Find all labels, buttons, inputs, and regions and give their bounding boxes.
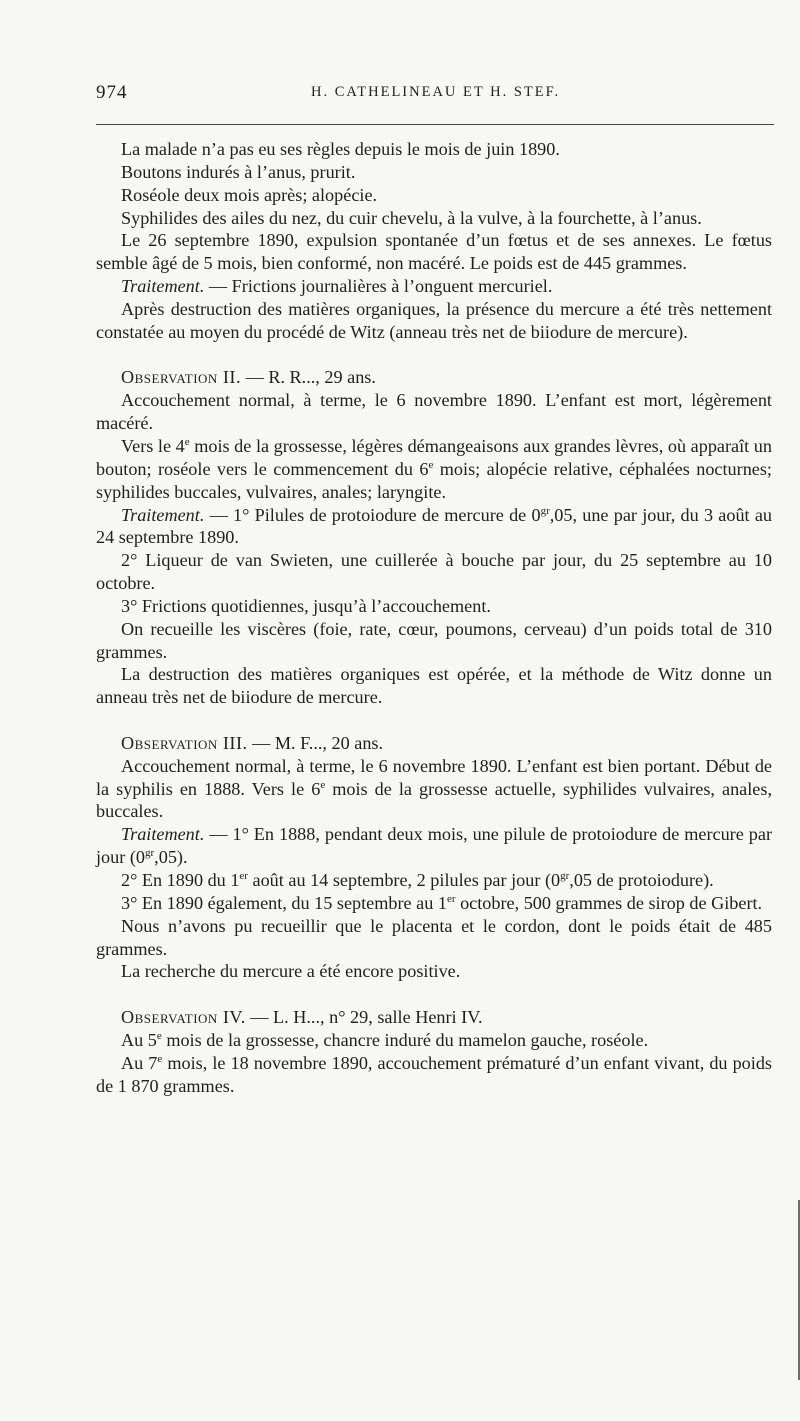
paragraph <box>96 504 772 550</box>
paragraph <box>96 435 772 504</box>
paragraph <box>96 275 772 298</box>
paragraph <box>96 823 772 869</box>
paragraph-text: — 1° En 1888, pendant deux mois, une pilule de protoiodure de mercure par jour (0 <box>96 824 772 868</box>
superscript: er <box>446 892 456 905</box>
paragraph: Boutons indurés à l’anus, prurit. <box>121 161 356 182</box>
running-head: H. CATHELINEAU ET H. STEF. <box>311 84 561 100</box>
superscript: gr <box>560 870 570 882</box>
paragraph: La malade n’a pas eu ses règles depuis le mois de juin 1890. <box>121 139 560 159</box>
paragraph: Le 26 septembre 1890, expulsion spontanée d’un fœtus et de ses annexes. Le fœtus semble âgé de 5 mois, bien conformé, non macéré. Le poids est de 445 grammes. <box>96 230 772 274</box>
superscript: er <box>239 870 248 882</box>
observation-label: Observation III. <box>121 732 248 753</box>
superscript: e <box>320 778 326 791</box>
paragraph: La recherche du mercure a été encore positive. <box>121 961 461 982</box>
paragraph: On recueille les viscères (foie, rate, cœur, poumons, cerveau) d’un poids total de 310 grammes. <box>96 618 772 662</box>
superscript: e <box>428 458 434 471</box>
paragraph-text: mois de la grossesse actuelle, syphilides vulvaires, anales, buccales. <box>96 778 772 822</box>
paragraph-text: mois de la grossesse, chancre induré du mamelon gauche, roséole. <box>161 1029 649 1050</box>
paragraph <box>96 869 772 892</box>
superscript: e <box>184 435 190 448</box>
observation-subject: — M. F..., 20 ans. <box>247 732 384 753</box>
paragraph: La destruction des matières organiques est opérée, et la méthode de Witz donne un anneau très net de biiodure de mercure. <box>96 664 772 708</box>
paragraph-text: août au 14 septembre, 2 pilules par jour (0 <box>247 870 561 890</box>
paragraph <box>96 892 772 915</box>
paragraph-text: mois; alopécie relative, céphalées nocturnes; syphilides buccales, vulvaires, anales; laryngite. <box>96 458 772 502</box>
paragraph-text: ,05, une par jour, du 3 août au 24 septembre 1890. <box>96 504 773 548</box>
paragraph-text: — Frictions journalières à l’onguent mercuriel. <box>204 276 553 297</box>
observation-label: Observation II. <box>121 367 242 388</box>
page-header <box>96 82 774 108</box>
treatment-label: Traitement. <box>121 276 205 297</box>
paragraph-text: octobre, 500 grammes de sirop de Gibert. <box>455 892 763 913</box>
treatment-label: Traitement. <box>121 504 205 525</box>
observation-label: Observation IV. <box>121 1007 246 1028</box>
paragraph-text: mois de la grossesse, légères démangeaisons aux grandes lèvres, où apparaît un bouton; roséole vers le commencement du 6 <box>96 435 772 479</box>
paragraph-text: 3° En 1890 également, du 15 septembre au 1 <box>121 892 447 913</box>
paragraph: Roséole deux mois après; alopécie. <box>121 184 378 205</box>
paragraph: Après destruction des matières organiques, la présence du mercure a été très nettement constatée au moyen du procédé de Witz (anneau très net de biiodure de mercure). <box>96 298 772 342</box>
paragraph: Nous n’avons pu recueillir que le placenta et le cordon, dont le poids était de 485 grammes. <box>96 915 772 959</box>
superscript: e <box>156 1029 162 1042</box>
paragraph <box>96 755 772 824</box>
paragraph-text: ,05 de protoiodure). <box>569 870 714 890</box>
treatment-label: Traitement. <box>121 824 205 845</box>
paragraph: 3° Frictions quotidiennes, jusqu’à l’accouchement. <box>121 595 491 616</box>
paragraph-text: Accouchement normal, à terme, le 6 novembre 1890. L’enfant est bien portant. Début de la syphilis en 1888. Vers le 6 <box>96 755 772 799</box>
observation-subject: — R. R..., 29 ans. <box>241 367 376 388</box>
page-number: 974 <box>96 82 128 103</box>
paragraph: Accouchement normal, à terme, le 6 novembre 1890. L’enfant est mort, légèrement macéré. <box>96 390 772 434</box>
paragraph <box>96 1029 772 1052</box>
observation-heading <box>96 366 772 389</box>
superscript: gr <box>145 847 155 860</box>
observation-heading <box>96 1006 772 1029</box>
paragraph-text: 2° En 1890 du 1 <box>121 870 240 890</box>
paragraph-text: ,05). <box>154 847 188 868</box>
observation-subject: — L. H..., n° 29, salle Henri IV. <box>245 1007 483 1028</box>
superscript: e <box>157 1052 163 1065</box>
paragraph <box>96 1052 772 1098</box>
paragraph-text: Au 5 <box>121 1029 157 1050</box>
paragraph-text: Au 7 <box>121 1052 158 1073</box>
paragraph-text: — 1° Pilules de protoiodure de mercure de 0 <box>204 504 541 525</box>
paragraph: 2° Liqueur de van Swieten, une cuillerée à bouche par jour, du 25 septembre au 10 octobre. <box>96 550 772 594</box>
body-text <box>96 138 772 1097</box>
paragraph-text: mois, le 18 novembre 1890, accouchement prématuré d’un enfant vivant, du poids de 1 870 grammes. <box>96 1052 772 1096</box>
superscript: gr <box>540 504 550 517</box>
observation-heading <box>96 732 772 755</box>
paragraph-text: Vers le 4 <box>121 435 185 456</box>
header-rule <box>96 124 774 125</box>
paragraph: Syphilides des ailes du nez, du cuir chevelu, à la vulve, à la fourchette, à l’anus. <box>121 207 702 228</box>
